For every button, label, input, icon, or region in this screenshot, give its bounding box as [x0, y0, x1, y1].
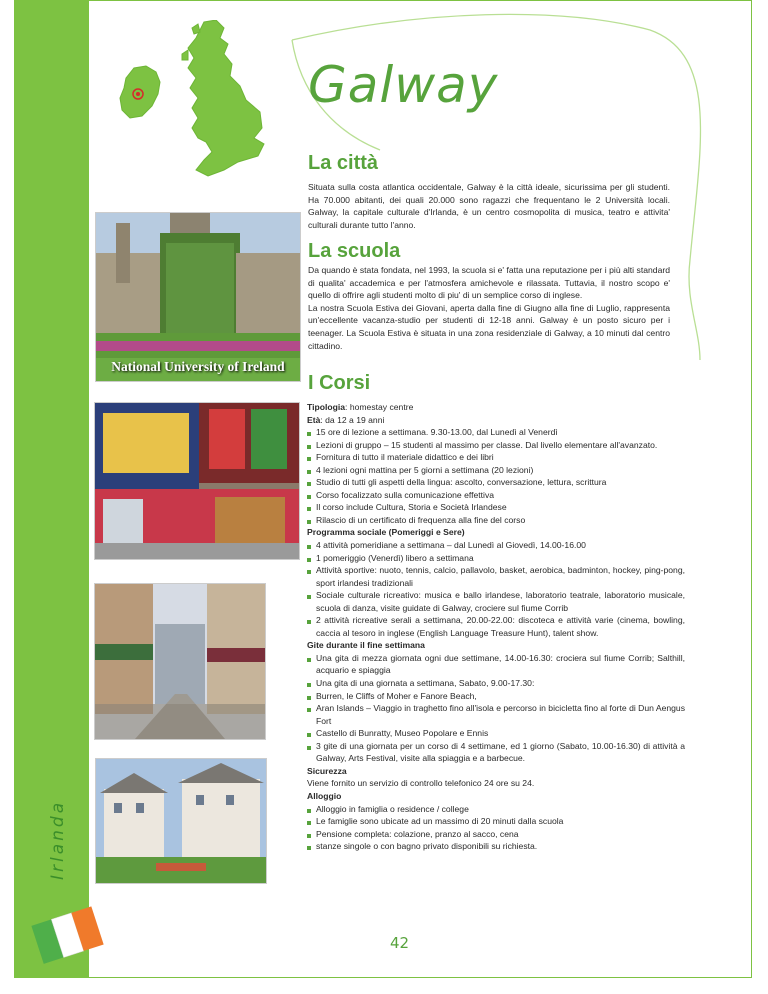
page-title: Galway: [308, 56, 499, 114]
list-item: 2 attività ricreative serali a settimana, 20.00-22.00: discoteca e attività varie (cinema, bowling, caccia al tesoro in inglese (English Language Treasure Hunt), talent show.: [307, 614, 685, 639]
course-age: Età: da 12 a 19 anni: [307, 414, 385, 425]
accommodation-heading: Alloggio: [307, 790, 342, 801]
courses-list: [307, 401, 685, 853]
list-item: Burren, le Cliffs of Moher e Fanore Beach,: [307, 690, 685, 703]
list-item: Pensione completa: colazione, pranzo al sacco, cena: [307, 828, 685, 841]
british-isles-map-icon: [112, 20, 302, 190]
page-number: 42: [390, 934, 410, 952]
list-item: Aran Islands – Viaggio in traghetto fino all'isola e percorso in bicicletta fino al forte di Dun Aengus Fort: [307, 702, 685, 727]
city-text: Situata sulla costa atlantica occidentale, Galway è la città ideale, sicurissima per gli studenti. Ha 70.000 abitanti, dei quali 20.000 sono ragazzi che frequentano le 2 Università locali. Galway, la capitale culturale d'Irlanda, è un centro cosmopolita di musica, teatro e attivita' culturali durante tutto l'anno.: [308, 182, 670, 230]
list-item: Studio di tutti gli aspetti della lingua: ascolto, conversazione, lettura, scrittura: [307, 476, 685, 489]
side-country-label: Irlanda: [48, 799, 68, 880]
list-item: Attività sportive: nuoto, tennis, calcio, pallavolo, basket, aerobica, badminton, hockey, ping-pong, sport irlandesi tradizionali: [307, 564, 685, 589]
photo-street: [94, 583, 266, 740]
school-text: Da quando è stata fondata, nel 1993, la scuola si e' fatta una reputazione per i più alti standard di qualita' accademica e per l'atmosfera amichevole e rilassata. Tuttavia, il nostro scopo e' quello di offrire agli studenti molto di piu' di un semplice corso di inglese. La nostra Scuola Estiva dei Giovani, aperta dalla fine di Giugno alla fine di Luglio, rappresenta un'eccellente vacanza-studio per studenti di 12-18 anni. Galway è un posto sicuro per i teenager. La Scuola Estiva è situata in una zona residenziale di Galway, a 10 minuti dal centro cittadino.: [308, 265, 670, 351]
section-heading-school: La scuola: [308, 240, 401, 262]
list-item: Le famiglie sono ubicate ad un massimo di 20 minuti dalla scuola: [307, 815, 685, 828]
photo-shopfronts: [94, 402, 300, 560]
list-item: Lezioni di gruppo – 15 studenti al massimo per classe. Dal livello elementare all'avanzato.: [307, 439, 685, 452]
list-item: Castello di Bunratty, Museo Popolare e Ennis: [307, 727, 685, 740]
list-item: Fornitura di tutto il materiale didattico e dei libri: [307, 451, 685, 464]
list-item: Il corso include Cultura, Storia e Società Irlandese: [307, 501, 685, 514]
list-item: 15 ore di lezione a settimana. 9.30-13.00, dal Lunedì al Venerdì: [307, 426, 685, 439]
list-item: Una gita di una giornata a settimana, Sabato, 9.00-17.30:: [307, 677, 685, 690]
list-item: Alloggio in famiglia o residence / college: [307, 803, 685, 816]
list-item: Corso focalizzato sulla comunicazione effettiva: [307, 489, 685, 502]
photo-caption: National University of Ireland: [111, 359, 285, 374]
list-item: 4 attività pomeridiane a settimana – dal Lunedì al Giovedì, 14.00-16.00: [307, 539, 685, 552]
social-heading: Programma sociale (Pomeriggi e Sere): [307, 527, 465, 538]
trips-heading: Gite durante il fine settimana: [307, 640, 425, 651]
list-item: 1 pomeriggio (Venerdì) libero a settimana: [307, 552, 685, 565]
course-type: Tipologia: homestay centre: [307, 402, 414, 412]
safety-heading: Sicurezza: [307, 765, 347, 776]
list-item: 4 lezioni ogni mattina per 5 giorni a settimana (20 lezioni): [307, 464, 685, 477]
safety-text: Viene fornito un servizio di controllo telefonico 24 ore su 24.: [307, 778, 535, 789]
photo-residence: [95, 758, 267, 884]
list-item: Rilascio di un certificato di frequenza alla fine del corso: [307, 514, 685, 527]
section-heading-courses: I Corsi: [308, 372, 371, 394]
list-item: Sociale culturale ricreativo: musica e ballo irlandese, laboratorio teatrale, laboratorio musicale, scuola di danza, visite guidate di Galway, crociere sul fiume Corrib: [307, 589, 685, 614]
irish-flag-icon: [30, 905, 106, 965]
section-heading-city: La città: [308, 152, 379, 174]
list-item: 3 gite di una giornata per un corso di 4 settimane, ed 1 giorno (Sabato, 10.00-16.30) di attività a Galway, Arts Festival, visite alla spiaggia e a barbecue.: [307, 740, 685, 765]
photo-university: [95, 212, 301, 382]
list-item: stanze singole o con bagno privato disponibili su richiesta.: [307, 840, 685, 853]
list-item: Una gita di mezza giornata ogni due settimane, 14.00-16.30: crociera sul fiume Corrib; Salthill, acquario e spiaggia: [307, 652, 685, 677]
